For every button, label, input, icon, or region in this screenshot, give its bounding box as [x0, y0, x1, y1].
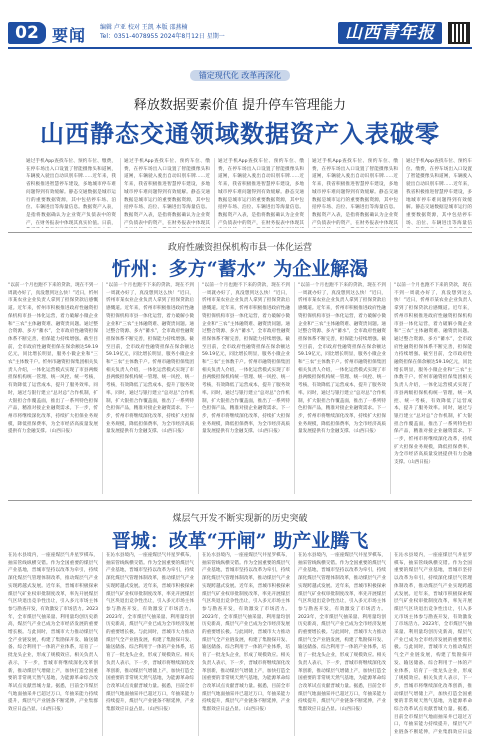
article2-title: 忻州：多方“蓄水” 为企业解渴: [111, 258, 369, 280]
article3-col5: 在沁水县境内，一座座煤层气井星罗棋布，抽采管线纵横交错。作为全国重要的煤层气产业基地，晋城市坚持以改革为牵引，持续深化煤层气管理体制改革，推动煤层气产业实现跨越式发展。近年来，晋城市积极探索煤层气矿业权审批制度改革，率先开展煤层气区块退出竞争性出让，引入多元市场主体参与勘查开发，有效激发了市场活力。2023年，全市煤层气抽采量、利用量均创历史新高，煤层气产业已成为全市经济发展的重要增长极。与此同时，晋城市大力推动煤层气全产业链发展，构建了集勘探开发、输送储备、综合利用于一体的产业体系，培育了一批龙头企业，形成了规模效应。相关负责人表示，下一步，晋城市将继续深化改革创新，推动煤层气增储上产，加快打造全国重要的非常规天然气基地，为能源革命综合改革试点贡献晋城力量。据悉，目前全市煤层气地面抽采井已超过万口，年抽采能力持续提升，煤层气产业链条不断延伸，产业集群效应日益: [394, 553, 472, 736]
article2-col1: “以前一个月也跑不下来的贷款，现在不到一周就办好了，真没想到这么快！”近日，忻州市某农业企业负责人拿到了担保贷款后感慨道。近年来，忻州市积极推进政府性融资担保机构市县一体化运营，着力破解小微企业和“三农”主体融资难、融资贵问题。通过整合资源、多方“蓄水”，全市政府性融资担保体系不断完善，担保能力持续增强。截至目前，全市政府性融资担保在保余额达59.19亿元，同比增长明显，服务小微企业和“三农”主体数千户。忻州市融资担保集团相关负责人介绍，一体化运营模式实现了市县两级担保机构统一管理、统一风控、统一考核，有效降低了运营成本，提升了服务效率。同时，通过与银行建立“总对总”合作机制，扩大银担合作覆盖面，推出了一系列特色担保产品，精准对接企业融资需求。下一步，忻州市将继续深化改革，持续扩大担保业务规模，降低担保费率，为全市经济高质量发展提供有力金融支撑。（山西日报）: [8, 283, 98, 435]
article3-col4: 在沁水县境内，一座座煤层气井星罗棋布，抽采管线纵横交错。作为全国重要的煤层气产业基地，晋城市坚持以改革为牵引，持续深化煤层气管理体制改革，推动煤层气产业实现跨越式发展。近年来，晋城市积极探索煤层气矿业权审批制度改革，率先开展煤层气区块退出竞争性出让，引入多元市场主体参与勘查开发，有效激发了市场活力。2023年，全市煤层气抽采量、利用量均创历史新高，煤层气产业已成为全市经济发展的重要增长极。与此同时，晋城市大力推动煤层气全产业链发展，构建了集勘探开发、输送储备、综合利用于一体的产业体系，培育了一批龙头企业，形成了规模效应。相关负责人表示，下一步，晋城市将继续深化改革创新，推动煤层气增储上产，加快打造全国重要的非常规天然气基地，为能源革命综合改革试点贡献晋城力量。据悉，目前全市煤层气地面抽采井已超过万口，年抽采能力持续提升，煤层气产业链条不断延伸，产业集群效应日益凸显。（山西日报）: [298, 553, 386, 713]
article2-col4: “以前一个月也跑不下来的贷款，现在不到一周就办好了，真没想到这么快！”近日，忻州市某农业企业负责人拿到了担保贷款后感慨道。近年来，忻州市积极推进政府性融资担保机构市县一体化运营，着力破解小微企业和“三农”主体融资难、融资贵问题。通过整合资源、多方“蓄水”，全市政府性融资担保体系不断完善，担保能力持续增强。截至目前，全市政府性融资担保在保余额达59.19亿元，同比增长明显，服务小微企业和“三农”主体数千户。忻州市融资担保集团相关负责人介绍，一体化运营模式实现了市县两级担保机构统一管理、统一风控、统一考核，有效降低了运营成本，提升了服务效率。同时，通过与银行建立“总对总”合作机制，扩大银担合作覆盖面，推出了一系列特色担保产品，精准对接企业融资需求。下一步，忻州市将继续深化改革，持续扩大担保业务规模，降低担保费率，为全市经济高质量发展提供有力金融支撑。（山西日报）: [298, 283, 386, 435]
article2-subtitle: 政府性融资担保机构市县一体化运营: [167, 243, 312, 253]
column-divider: [308, 158, 309, 228]
column-divider: [102, 282, 103, 494]
article1-col1: 通过手机App查找车位、预约车位、缴费，在停车场出入口设置了智能摄像头和道闸，车辆驶入驶出自动识别车牌……近年来，我省积极推进智慧停车建设，多地城市停车难问题得到有效缓解。静态交通数据是城市运行的重要数据资源，其中包括停车场、泊位、车辆进出等海量信息。数据资产入表，是指将数据确认为企业资产负债表中的资产，在财务报表中体现其真实价值。日前，: [26, 159, 116, 226]
qr-code-icon: [448, 22, 470, 44]
column-divider: [390, 552, 391, 736]
article1-col5: 通过手机App查找车位、预约车位、缴费，在停车场出入口设置了智能摄像头和道闸，车辆驶入驶出自动识别车牌……近年来，我省积极推进智慧停车建设，多地城市停车难问题得到有效缓解。静态交通数据是城市运行的重要数据资源，其中包括停车场、泊位、车辆进出等海量信: [406, 159, 472, 226]
article3-col1: 在沁水县境内，一座座煤层气井星罗棋布，抽采管线纵横交错。作为全国重要的煤层气产业基地，晋城市坚持以改革为牵引，持续深化煤层气管理体制改革，推动煤层气产业实现跨越式发展。近年来，晋城市积极探索煤层气矿业权审批制度改革，率先开展煤层气区块退出竞争性出让，引入多元市场主体参与勘查开发，有效激发了市场活力。2023年，全市煤层气抽采量、利用量均创历史新高，煤层气产业已成为全市经济发展的重要增长极。与此同时，晋城市大力推动煤层气全产业链发展，构建了集勘探开发、输送储备、综合利用于一体的产业体系，培育了一批龙头企业，形成了规模效应。相关负责人表示，下一步，晋城市将继续深化改革创新，推动煤层气增储上产，加快打造全国重要的非常规天然气基地，为能源革命综合改革试点贡献晋城力量。据悉，目前全市煤层气地面抽采井已超过万口，年抽采能力持续提升，煤层气产业链条不断延伸，产业集群效应日益凸显。（山西日报）: [8, 553, 98, 713]
column-divider: [294, 552, 295, 736]
article1-title: 山西静态交通领域数据资产入表破零: [40, 119, 440, 148]
article3-col3: 在沁水县境内，一座座煤层气井星罗棋布，抽采管线纵横交错。作为全国重要的煤层气产业基地，晋城市坚持以改革为牵引，持续深化煤层气管理体制改革，推动煤层气产业实现跨越式发展。近年来，晋城市积极探索煤层气矿业权审批制度改革，率先开展煤层气区块退出竞争性出让，引入多元市场主体参与勘查开发，有效激发了市场活力。2023年，全市煤层气抽采量、利用量均创历史新高，煤层气产业已成为全市经济发展的重要增长极。与此同时，晋城市大力推动煤层气全产业链发展，构建了集勘探开发、输送储备、综合利用于一体的产业体系，培育了一批龙头企业，形成了规模效应。相关负责人表示，下一步，晋城市将继续深化改革创新，推动煤层气增储上产，加快打造全国重要的非常规天然气基地，为能源革命综合改革试点贡献晋城力量。据悉，目前全市煤层气地面抽采井已超过万口，年抽采能力持续提升，煤层气产业链条不断延伸，产业集群效应日益凸显。（山西日报）: [202, 553, 290, 713]
article-separator: [8, 232, 472, 233]
editor-line: 编辑 卢亚 校对 王凯 本版 邵燕楠: [100, 24, 188, 31]
article1-col3: 通过手机App查找车位、预约车位、缴费，在停车场出入口设置了智能摄像头和道闸，车辆驶入驶出自动识别车牌……近年来，我省积极推进智慧停车建设，多地城市停车难问题得到有效缓解。静态交通数据是城市运行的重要数据资源，其中包括停车场、泊位、车辆进出等海量信息。数据资产入表，是指将数据确认为企业资产负债表中的资产，在财务报表中体现其: [218, 159, 304, 226]
header-rule: [8, 47, 472, 49]
header-info: [100, 23, 300, 41]
column-divider: [294, 282, 295, 494]
article3-title: 晋城：改革“开闸” 助产业腾飞: [111, 530, 369, 552]
column-divider: [198, 282, 199, 494]
article3-col2: 在沁水县境内，一座座煤层气井星罗棋布，抽采管线纵横交错。作为全国重要的煤层气产业基地，晋城市坚持以改革为牵引，持续深化煤层气管理体制改革，推动煤层气产业实现跨越式发展。近年来，晋城市积极探索煤层气矿业权审批制度改革，率先开展煤层气区块退出竞争性出让，引入多元市场主体参与勘查开发，有效激发了市场活力。2023年，全市煤层气抽采量、利用量均创历史新高，煤层气产业已成为全市经济发展的重要增长极。与此同时，晋城市大力推动煤层气全产业链发展，构建了集勘探开发、输送储备、综合利用于一体的产业体系，培育了一批龙头企业，形成了规模效应。相关负责人表示，下一步，晋城市将继续深化改革创新，推动煤层气增储上产，加快打造全国重要的非常规天然气基地，为能源革命综合改革试点贡献晋城力量。据悉，目前全市煤层气地面抽采井已超过万口，年抽采能力持续提升，煤层气产业链条不断延伸，产业集群效应日益凸显。（山西日报）: [106, 553, 194, 713]
date-line: Tel：0351-4078955 2024年8月12日 星期一: [100, 33, 225, 40]
article2-col3: “以前一个月也跑不下来的贷款，现在不到一周就办好了，真没想到这么快！”近日，忻州市某农业企业负责人拿到了担保贷款后感慨道。近年来，忻州市积极推进政府性融资担保机构市县一体化运营，着力破解小微企业和“三农”主体融资难、融资贵问题。通过整合资源、多方“蓄水”，全市政府性融资担保体系不断完善，担保能力持续增强。截至目前，全市政府性融资担保在保余额达59.19亿元，同比增长明显，服务小微企业和“三农”主体数千户。忻州市融资担保集团相关负责人介绍，一体化运营模式实现了市县两级担保机构统一管理、统一风控、统一考核，有效降低了运营成本，提升了服务效率。同时，通过与银行建立“总对总”合作机制，扩大银担合作覆盖面，推出了一系列特色担保产品，精准对接企业融资需求。下一步，忻州市将继续深化改革，持续扩大担保业务规模，降低担保费率，为全市经济高质量发展提供有力金融支撑。（山西日报）: [202, 283, 290, 435]
column-divider: [402, 158, 403, 228]
column-divider: [120, 158, 121, 228]
article1-subtitle: 释放数据要素价值 提升停车管理能力: [133, 98, 347, 113]
article1-tag: 锚定现代化 改革再深化: [190, 70, 290, 81]
column-divider: [390, 282, 391, 494]
article3-subtitle: 煤层气开发不断实现新的历史突破: [172, 514, 308, 524]
paper-logo: 山西青年报: [338, 22, 442, 44]
column-divider: [102, 552, 103, 736]
article1-col4: 通过手机App查找车位、预约车位、缴费，在停车场出入口设置了智能摄像头和道闸，车辆驶入驶出自动识别车牌……近年来，我省积极推进智慧停车建设，多地城市停车难问题得到有效缓解。静态交通数据是城市运行的重要数据资源，其中包括停车场、泊位、车辆进出等海量信息。数据资产入表，是指将数据确认为企业资产负债表中的资产，在财务报表中体现其: [312, 159, 398, 226]
section-name: 要闻: [52, 26, 87, 45]
column-divider: [214, 158, 215, 228]
page-number: 02: [8, 22, 46, 44]
column-divider: [198, 552, 199, 736]
article-separator: [8, 500, 472, 501]
article2-col2: “以前一个月也跑不下来的贷款，现在不到一周就办好了，真没想到这么快！”近日，忻州市某农业企业负责人拿到了担保贷款后感慨道。近年来，忻州市积极推进政府性融资担保机构市县一体化运营，着力破解小微企业和“三农”主体融资难、融资贵问题。通过整合资源、多方“蓄水”，全市政府性融资担保体系不断完善，担保能力持续增强。截至目前，全市政府性融资担保在保余额达59.19亿元，同比增长明显，服务小微企业和“三农”主体数千户。忻州市融资担保集团相关负责人介绍，一体化运营模式实现了市县两级担保机构统一管理、统一风控、统一考核，有效降低了运营成本，提升了服务效率。同时，通过与银行建立“总对总”合作机制，扩大银担合作覆盖面，推出了一系列特色担保产品，精准对接企业融资需求。下一步，忻州市将继续深化改革，持续扩大担保业务规模，降低担保费率，为全市经济高质量发展提供有力金融支撑。（山西日报）: [106, 283, 194, 435]
article1-col2: 通过手机App查找车位、预约车位、缴费，在停车场出入口设置了智能摄像头和道闸，车辆驶入驶出自动识别车牌……近年来，我省积极推进智慧停车建设，多地城市停车难问题得到有效缓解。静态交通数据是城市运行的重要数据资源，其中包括停车场、泊位、车辆进出等海量信息。数据资产入表，是指将数据确认为企业资产负债表中的资产，在财务报表中体现其: [124, 159, 210, 226]
article2-col5: “以前一个月也跑不下来的贷款，现在不到一周就办好了，真没想到这么快！”近日，忻州市某农业企业负责人拿到了担保贷款后感慨道。近年来，忻州市积极推进政府性融资担保机构市县一体化运营，着力破解小微企业和“三农”主体融资难、融资贵问题。通过整合资源、多方“蓄水”，全市政府性融资担保体系不断完善，担保能力持续增强。截至目前，全市政府性融资担保在保余额达59.19亿元，同比增长明显，服务小微企业和“三农”主体数千户。忻州市融资担保集团相关负责人介绍，一体化运营模式实现了市县两级担保机构统一管理、统一风控、统一考核，有效降低了运营成本，提升了服务效率。同时，通过与银行建立“总对总”合作机制，扩大银担合作覆盖面，推出了一系列特色担保产品，精准对接企业融资需求。下一步，忻州市将继续深化改革，持续扩大担保业务规模，降低担保费率，为全市经济高质量发展提供有力金融支撑。（山西日报）: [394, 283, 472, 466]
page-header: [8, 22, 472, 46]
